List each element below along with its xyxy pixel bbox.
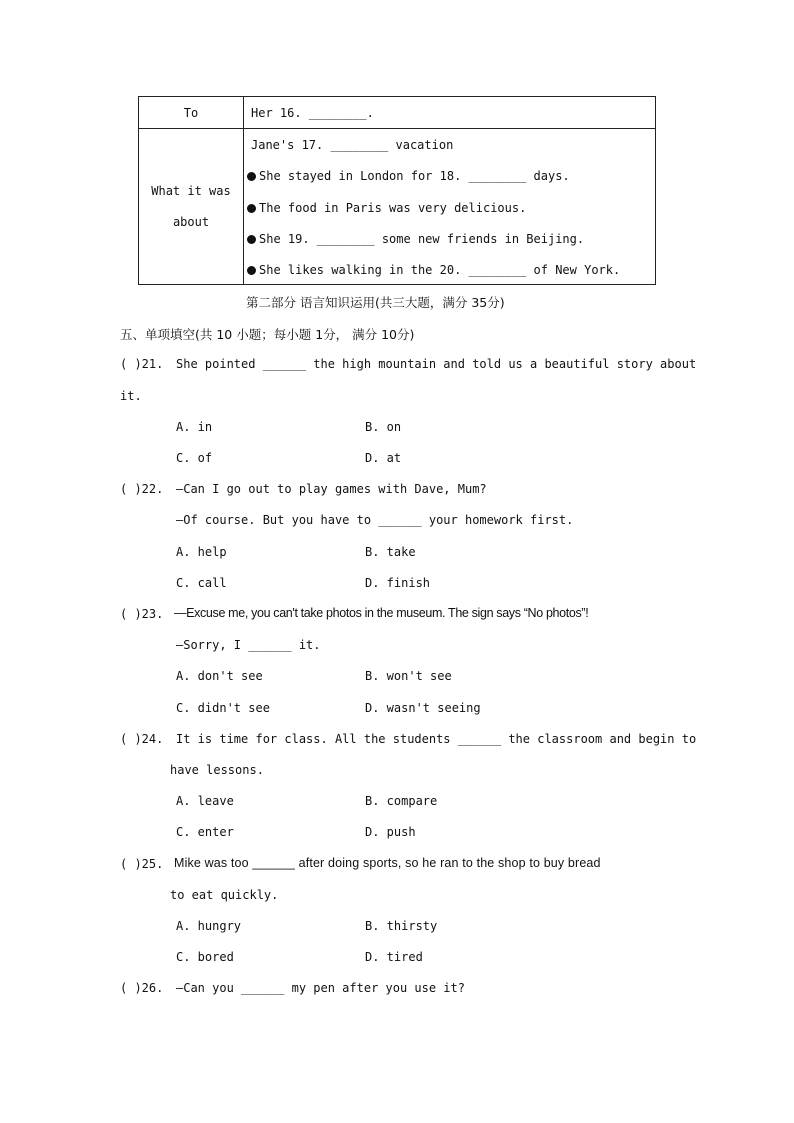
- question-22-text-cont: —Of course. But you have to ______ your homework first.: [176, 513, 574, 527]
- bullet-icon: [247, 172, 256, 181]
- option-d: D. push: [365, 825, 416, 839]
- question-26-text: —Can you ______ my pen after you use it?: [176, 981, 465, 995]
- option-b: B. on: [365, 420, 402, 434]
- option-a: A. in: [176, 420, 213, 434]
- about-bullet-text: She stayed in London for 18. ________ days.: [259, 169, 570, 183]
- option-c: C. of: [176, 451, 213, 465]
- section-title: 五、单项填空(共 10 小题；每小题 1分， 满分 10分): [120, 327, 415, 342]
- option-d: D. finish: [365, 576, 431, 590]
- option-b: B. take: [365, 545, 416, 559]
- about-bullet-item: [247, 201, 526, 215]
- bullet-icon: [247, 204, 256, 213]
- option-a: A. leave: [176, 794, 234, 808]
- option-a: A. don't see: [176, 669, 263, 683]
- about-bullet-item: [247, 263, 620, 277]
- question-25-text: Mike was too ______ after doing sports, so he ran to the shop to buy bread: [174, 856, 601, 870]
- info-table: [138, 96, 656, 285]
- option-c: C. call: [176, 576, 227, 590]
- row-text-to: Her 16. ________.: [251, 106, 374, 120]
- question-23-text-cont: —Sorry, I ______ it.: [176, 638, 321, 652]
- question-22-text: —Can I go out to play games with Dave, Mum?: [176, 482, 487, 496]
- row-label-about-line1: What it was: [151, 184, 231, 198]
- about-bullet-text: The food in Paris was very delicious.: [259, 201, 527, 215]
- option-d: D. at: [365, 451, 402, 465]
- question-26-number: ( )26.: [120, 981, 164, 995]
- option-c: C. didn't see: [176, 701, 270, 715]
- option-b: B. won't see: [365, 669, 452, 683]
- question-25-number: ( )25.: [120, 857, 164, 871]
- about-bullet-item: [247, 232, 584, 246]
- question-24-text-cont: have lessons.: [170, 763, 264, 777]
- question-21-text-cont: it.: [120, 389, 142, 403]
- question-22-number: ( )22.: [120, 482, 164, 496]
- question-24-text: It is time for class. All the students ______ the classroom and begin to: [176, 732, 697, 746]
- question-21-text: She pointed ______ the high mountain and told us a beautiful story about: [176, 357, 697, 371]
- table-horizontal-divider: [139, 128, 655, 129]
- bullet-icon: [247, 266, 256, 275]
- option-d: D. tired: [365, 950, 423, 964]
- part-title: 第二部分 语言知识运用(共三大题，满分 35分): [246, 295, 505, 310]
- table-vertical-divider: [243, 97, 244, 284]
- question-25-text-cont: to eat quickly.: [170, 888, 279, 902]
- question-21-number: ( )21.: [120, 357, 164, 371]
- option-a: A. help: [176, 545, 227, 559]
- about-bullet-item: [247, 169, 570, 183]
- option-c: C. enter: [176, 825, 234, 839]
- about-bullet-text: She likes walking in the 20. ________ of New York.: [259, 263, 621, 277]
- row-label-to: To: [183, 106, 199, 120]
- option-a: A. hungry: [176, 919, 242, 933]
- question-23-text: —Excuse me, you can't take photos in the museum. The sign says “No photos”!: [174, 606, 589, 620]
- about-line-17: Jane's 17. ________ vacation: [251, 138, 454, 152]
- option-c: C. bored: [176, 950, 234, 964]
- option-b: B. thirsty: [365, 919, 438, 933]
- option-b: B. compare: [365, 794, 438, 808]
- about-bullet-text: She 19. ________ some new friends in Beijing.: [259, 232, 585, 246]
- bullet-icon: [247, 235, 256, 244]
- question-24-number: ( )24.: [120, 732, 164, 746]
- row-label-about-line2: about: [172, 215, 210, 229]
- option-d: D. wasn't seeing: [365, 701, 481, 715]
- question-23-number: ( )23.: [120, 607, 164, 621]
